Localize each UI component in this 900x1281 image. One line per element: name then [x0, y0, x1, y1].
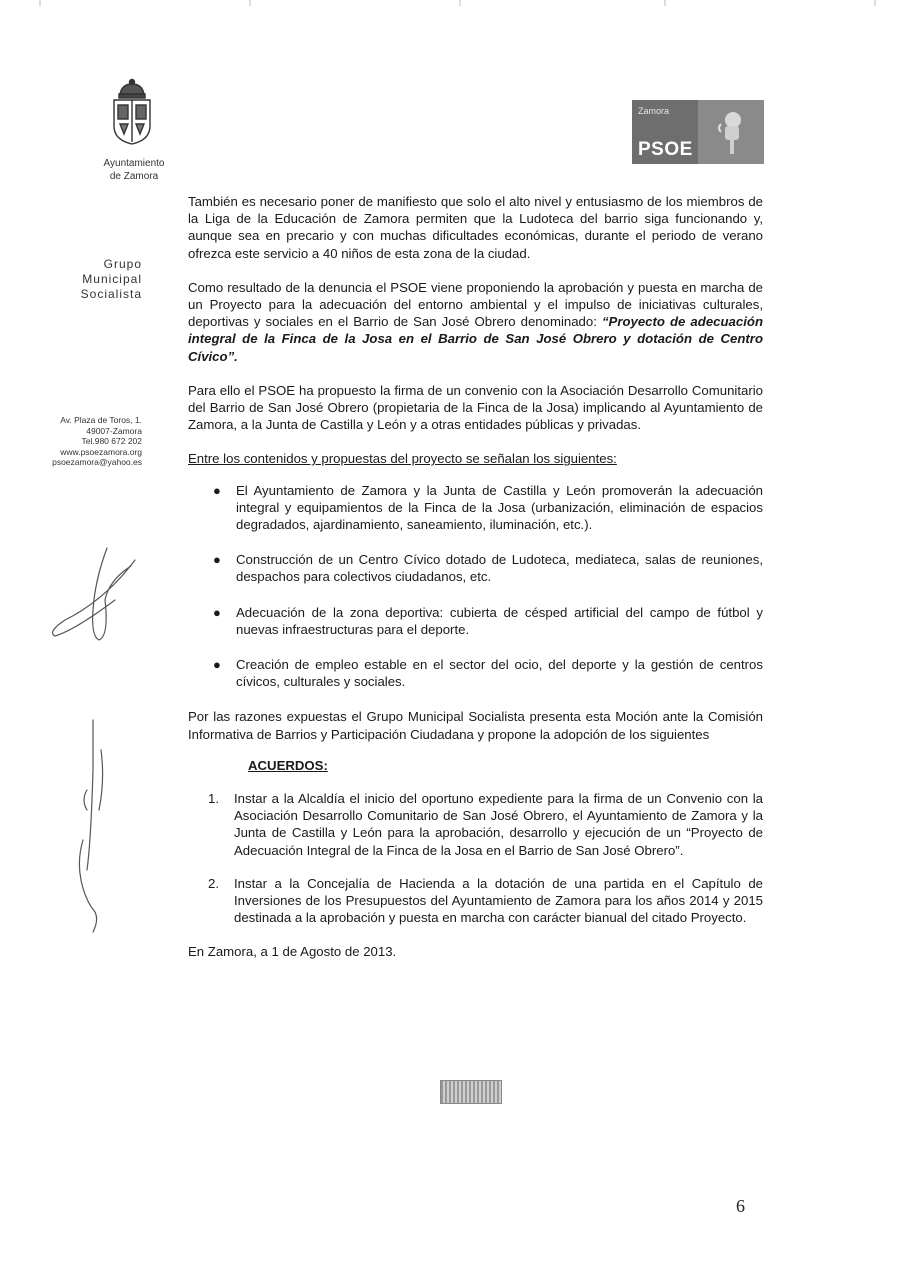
contact-city: 49007-Zamora	[86, 425, 142, 436]
handwritten-signature	[35, 540, 145, 950]
psoe-logo-city: Zamora	[638, 106, 670, 116]
project-title: “Proyecto de adecuación integral de la Finca de la Josa en el Barrio de San José Obrero y dotación de Centro Cívico”.	[188, 314, 763, 364]
list-item-text: Construcción de un Centro Cívico dotado de Ludoteca, mediateca, salas de reuniones, despachos para colectivos ciudadanos, etc.	[236, 552, 763, 585]
list-item-text: Creación de empleo estable en el sector del ocio, del deporte y la gestión de centros cívicos, culturales y sociales.	[236, 657, 763, 690]
group-line-3: Socialista	[80, 287, 142, 301]
group-line-2: Municipal	[82, 272, 142, 286]
list-item-text: El Ayuntamiento de Zamora y la Junta de Castilla y León promoverán la adecuación integral y equipamientos de la Finca de la Josa (urbanización, eliminación de espacios degradados, ajardinamiento, saneamiento, iluminación, etc.).	[236, 482, 763, 533]
group-name	[60, 257, 142, 302]
bullet-icon: ●	[213, 552, 221, 568]
page-number: 6	[736, 1196, 745, 1216]
group-line-1: Grupo	[103, 257, 142, 271]
fist-rose-icon	[698, 100, 764, 164]
paragraph-proyecto	[188, 279, 763, 365]
list-item	[188, 551, 763, 585]
document-body	[188, 193, 763, 960]
psoe-logo	[632, 100, 764, 164]
zamora-crest-icon	[108, 78, 156, 146]
list-item	[188, 482, 763, 534]
contact-web: www.psoezamora.org	[60, 446, 142, 457]
municipality-line-1: Ayuntamiento	[103, 158, 165, 169]
municipality-name	[84, 157, 184, 183]
acuerdo-number: 2.	[208, 875, 219, 891]
seal-stamp	[440, 1080, 502, 1104]
paragraph-proyecto-text: Como resultado de la denuncia el PSOE viene proponiendo la aprobación y puesta en marcha de un Proyecto para la adecuación del entorno ambiental y el impulso de iniciativas culturales, deportivas y sociales en el Barrio de San José Obrero denominado:	[188, 279, 763, 330]
closing-date: En Zamora, a 1 de Agosto de 2013.	[188, 943, 397, 959]
list-item	[188, 604, 763, 638]
contact-block	[30, 415, 142, 468]
acuerdo-item	[188, 790, 763, 859]
acuerdo-text: Instar a la Concejalía de Hacienda a la dotación de una partida en el Capítulo de Inversiones de los Presupuestos del Ayuntamiento de Zamora para los años 2014 y 2015 destinada a la aprobación y puesta en marcha con carácter bianual del citado Proyecto.	[234, 875, 763, 926]
paragraph-convenio: Para ello el PSOE ha propuesto la firma de un convenio con la Asociación Desarrollo Comunitario del Barrio de San José Obrero (propietaria de la Finca de la Josa) implicando al Ayuntamiento de Zamora, a la Junta de Castilla y León y a otras entidades públicas y privadas.	[188, 382, 763, 433]
acuerdo-text: Instar a la Alcaldía el inicio del oportuno expediente para la firma de un Convenio con la Asociación Desarrollo Comunitario de San José Obrero, el Ayuntamiento de Zamora y la Junta de Castilla y León para la aprobación, desarrollo y ejecución de un “Proyecto de Adecuación Integral de la Finca de la Josa en el Barrio de San José Obrero”.	[234, 791, 763, 858]
paragraph-ludoteca: También es necesario poner de manifiesto que solo el alto nivel y entusiasmo de los miembros de la Liga de la Educación de Zamora permiten que la Ludoteca del barrio siga funcionando y, aunque sea en precario y con muchas dificultades económicas, durante el periodo de verano ofrezca este servicio a 40 niños de esta zona de la ciudad.	[188, 194, 763, 261]
psoe-logo-word: PSOE	[638, 139, 693, 160]
proposals-list	[188, 482, 763, 691]
acuerdo-item	[188, 875, 763, 927]
psoe-logo-text-area	[632, 100, 698, 164]
acuerdos-title: ACUERDOS:	[248, 757, 328, 773]
acuerdo-number: 1.	[208, 791, 219, 807]
acuerdos-list	[188, 790, 763, 926]
proposals-heading: Entre los contenidos y propuestas del proyecto se señalan los siguientes:	[188, 451, 617, 467]
bullet-icon: ●	[213, 657, 221, 673]
top-edge-marks	[0, 0, 900, 8]
list-item-text: Adecuación de la zona deportiva: cubierta de césped artificial del campo de fútbol y nuevas infraestructuras para el deporte.	[236, 604, 763, 637]
list-item	[188, 656, 763, 690]
contact-address: Av. Plaza de Toros, 1.	[60, 415, 142, 425]
contact-email: psoezamora@yahoo.es	[52, 457, 142, 467]
paragraph-mocion: Por las razones expuestas el Grupo Municipal Socialista presenta esta Moción ante la Comisión Informativa de Barrios y Participación Ciudadana y propone la adopción de los siguientes	[188, 709, 763, 742]
bullet-icon: ●	[213, 604, 221, 620]
municipality-line-2: de Zamora	[109, 171, 159, 182]
contact-phone: Tel.980 672 202	[81, 436, 142, 446]
bullet-icon: ●	[213, 482, 221, 498]
